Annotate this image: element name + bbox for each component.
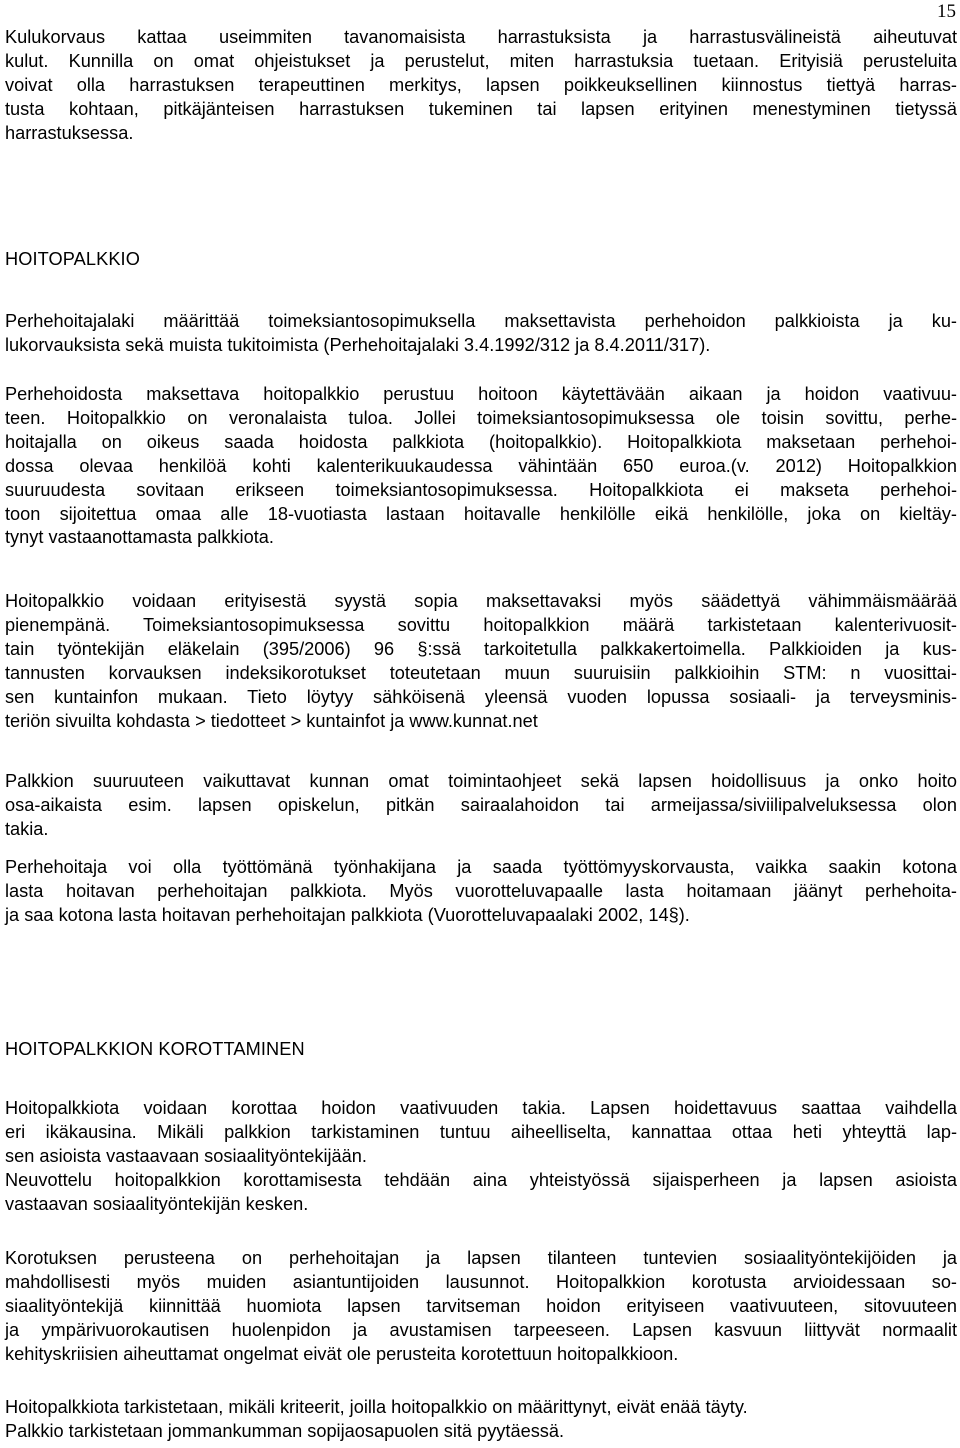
text-line: kehityskriisien aiheuttamat ongelmat eivät ole perusteita korotettuun hoitopalkkioon. (5, 1343, 679, 1364)
text-line: Neuvottelu hoitopalkkion korottamisesta tehdään aina yhteistyössä sijaisperheen ja lapsen asioista (5, 1169, 957, 1190)
section-heading-korottaminen: HOITOPALKKION KOROTTAMINEN (5, 1039, 305, 1059)
text-line: dossa olevaa henkilöä kohti kalenterikuukaudessa vähintään 650 euroa.(v. 2012) Hoitopalkkion (5, 455, 957, 476)
text-line: Palkkion suuruuteen vaikuttavat kunnan omat toimintaohjeet sekä lapsen hoidollisuus ja onko hoito (5, 771, 957, 791)
text-line: pienempänä. Toimeksiantosopimuksessa sovittu hoitopalkkion määrä tarkistetaan kalenterivuosit- (5, 614, 957, 635)
paragraph-hoitopalkkio-perusteet (5, 383, 957, 550)
text-line: tain työntekijän eläkelain (395/2006) 96 §:ssä tarkoitetulla palkkakertoimella. Palkkioiden ja kus- (5, 638, 957, 659)
text-line: ja ympärivuorokautisen huolenpidon ja avustamisen tarpeeseen. Lapsen kasvuun liittyvät normaalit (5, 1319, 957, 1340)
text-line: ja saa kotona lasta hoitavan perhehoitajan palkkiota (Vuorotteluvapaalaki 2002, 14§). (5, 904, 690, 925)
text-line: tynyt vastaanottamasta palkkiota. (5, 527, 274, 548)
text-line: Hoitopalkkiota voidaan korottaa hoidon vaativuuden takia. Lapsen hoidettavuus saattaa vaihdella (5, 1098, 957, 1118)
text-line: siaalityöntekijä kiinnittää huomiota lapsen tarvitseman hoidon erityiseen vaativuuteen, sitovuuteen (5, 1295, 957, 1316)
text-line: harrastuksessa. (5, 122, 134, 143)
text-line: voivat olla harrastuksen terapeuttinen merkitys, lapsen poikkeuksellinen kiinnostus tiettyä harras- (5, 74, 957, 95)
paragraph-korotuksen-peruste (5, 1247, 957, 1367)
text-line: suuruudesta sovitaan erikseen toimeksiantosopimuksessa. Hoitopalkkiota ei makseta perhehoi- (5, 479, 957, 500)
text-line: osa-aikaista esim. lapsen opiskelun, pitkän sairaalahoidon tai armeijassa/siviilipalveluksessa olon (5, 794, 957, 815)
text-line: tannusten korvauksen indeksikorotukset toteutetaan muun suuruisiin palkkioihin STM: n vuosittai- (5, 662, 957, 683)
paragraph-palkkion-suuruus (5, 770, 957, 842)
text-line: Hoitopalkkiota tarkistetaan, mikäli kriteerit, joilla hoitopalkkio on määrittynyt, eivät enää täyty. (5, 1397, 748, 1417)
text-line: Korotuksen perusteena on perhehoitajan ja lapsen tilanteen tuntevien sosiaalityöntekijöiden ja (5, 1248, 957, 1268)
text-line: teriön sivuilta kohdasta > tiedotteet > kuntainfot ja www.kunnat.net (5, 710, 538, 731)
text-line: kulut. Kunnilla on omat ohjeistukset ja perustelut, miten harrastuksia tuetaan. Erityisiä perusteluita (5, 50, 957, 71)
paragraph-vahimmaismaara (5, 590, 957, 733)
text-line: Palkkio tarkistetaan jommankumman sopijaosapuolen sitä pyytäessä. (5, 1420, 565, 1441)
text-line: toon sijoitettua omaa alle 18-vuotiasta lastaan hoitavalle henkilölle eikä henkilölle, joka on kieltäy- (5, 503, 957, 524)
paragraph-harrastus (5, 26, 957, 146)
text-line: tusta kohtaan, pitkäjänteisen harrastuksen tukeminen tai lapsen erityinen menestyminen tietyssä (5, 98, 957, 119)
paragraph-tarkistaminen (5, 1396, 957, 1444)
text-line: vastaavan sosiaalityöntekijän kesken. (5, 1193, 309, 1214)
text-line: teen. Hoitopalkkio on veronalaista tuloa. Jollei toimeksiantosopimuksessa ole toisin sovittu, perhe- (5, 407, 957, 428)
paragraph-perhehoitajalaki (5, 310, 957, 358)
text-line: sen asioista vastaavaan sosiaalityöntekijään. (5, 1145, 367, 1166)
paragraph-tyottomyys (5, 856, 957, 928)
page-number: 15 (937, 1, 956, 22)
text-line: takia. (5, 818, 49, 839)
text-line: Perhehoitaja voi olla työttömänä työnhakijana ja saada työttömyyskorvausta, vaikka saakin kotona (5, 857, 957, 877)
text-line: hoitajalla on oikeus saada hoidosta palkkiota (hoitopalkkio). Hoitopalkkiota maksetaan perhehoi- (5, 431, 957, 452)
text-line: lasta hoitavan perhehoitajan palkkiota. Myös vuorotteluvapaalle lasta hoitamaan jäänyt perhehoita- (5, 880, 957, 901)
text-line: eri ikäkausina. Mikäli palkkion tarkistaminen tuntuu aiheelliselta, kannattaa ottaa heti yhteyttä lap- (5, 1121, 957, 1142)
text-line: lukorvauksista sekä muista tukitoimista (Perhehoitajalaki 3.4.1992/312 ja 8.4.2011/317). (5, 334, 711, 355)
paragraph-korottaminen (5, 1097, 957, 1217)
section-heading-hoitopalkkio: HOITOPALKKIO (5, 249, 140, 269)
text-line: sen kuntainfon mukaan. Tieto löytyy sähköisenä yleensä vuoden lopussa sosiaali- ja terveysminis- (5, 686, 957, 707)
text-line: Hoitopalkkio voidaan erityisestä syystä sopia maksettavaksi myös säädettyä vähimmäismäärää (5, 591, 957, 611)
text-line: Kulukorvaus kattaa useimmiten tavanomaisista harrastuksista ja harrastusvälineistä aiheutuvat (5, 27, 957, 47)
text-line: Perhehoidosta maksettava hoitopalkkio perustuu hoitoon käytettävään aikaan ja hoidon vaativuu- (5, 384, 957, 404)
text-line: mahdollisesti myös muiden asiantuntijoiden lausunnot. Hoitopalkkion korotusta arvioidessaan so- (5, 1271, 957, 1292)
text-line: Perhehoitajalaki määrittää toimeksiantosopimuksella maksettavista perhehoidon palkkioista ja ku- (5, 311, 957, 331)
